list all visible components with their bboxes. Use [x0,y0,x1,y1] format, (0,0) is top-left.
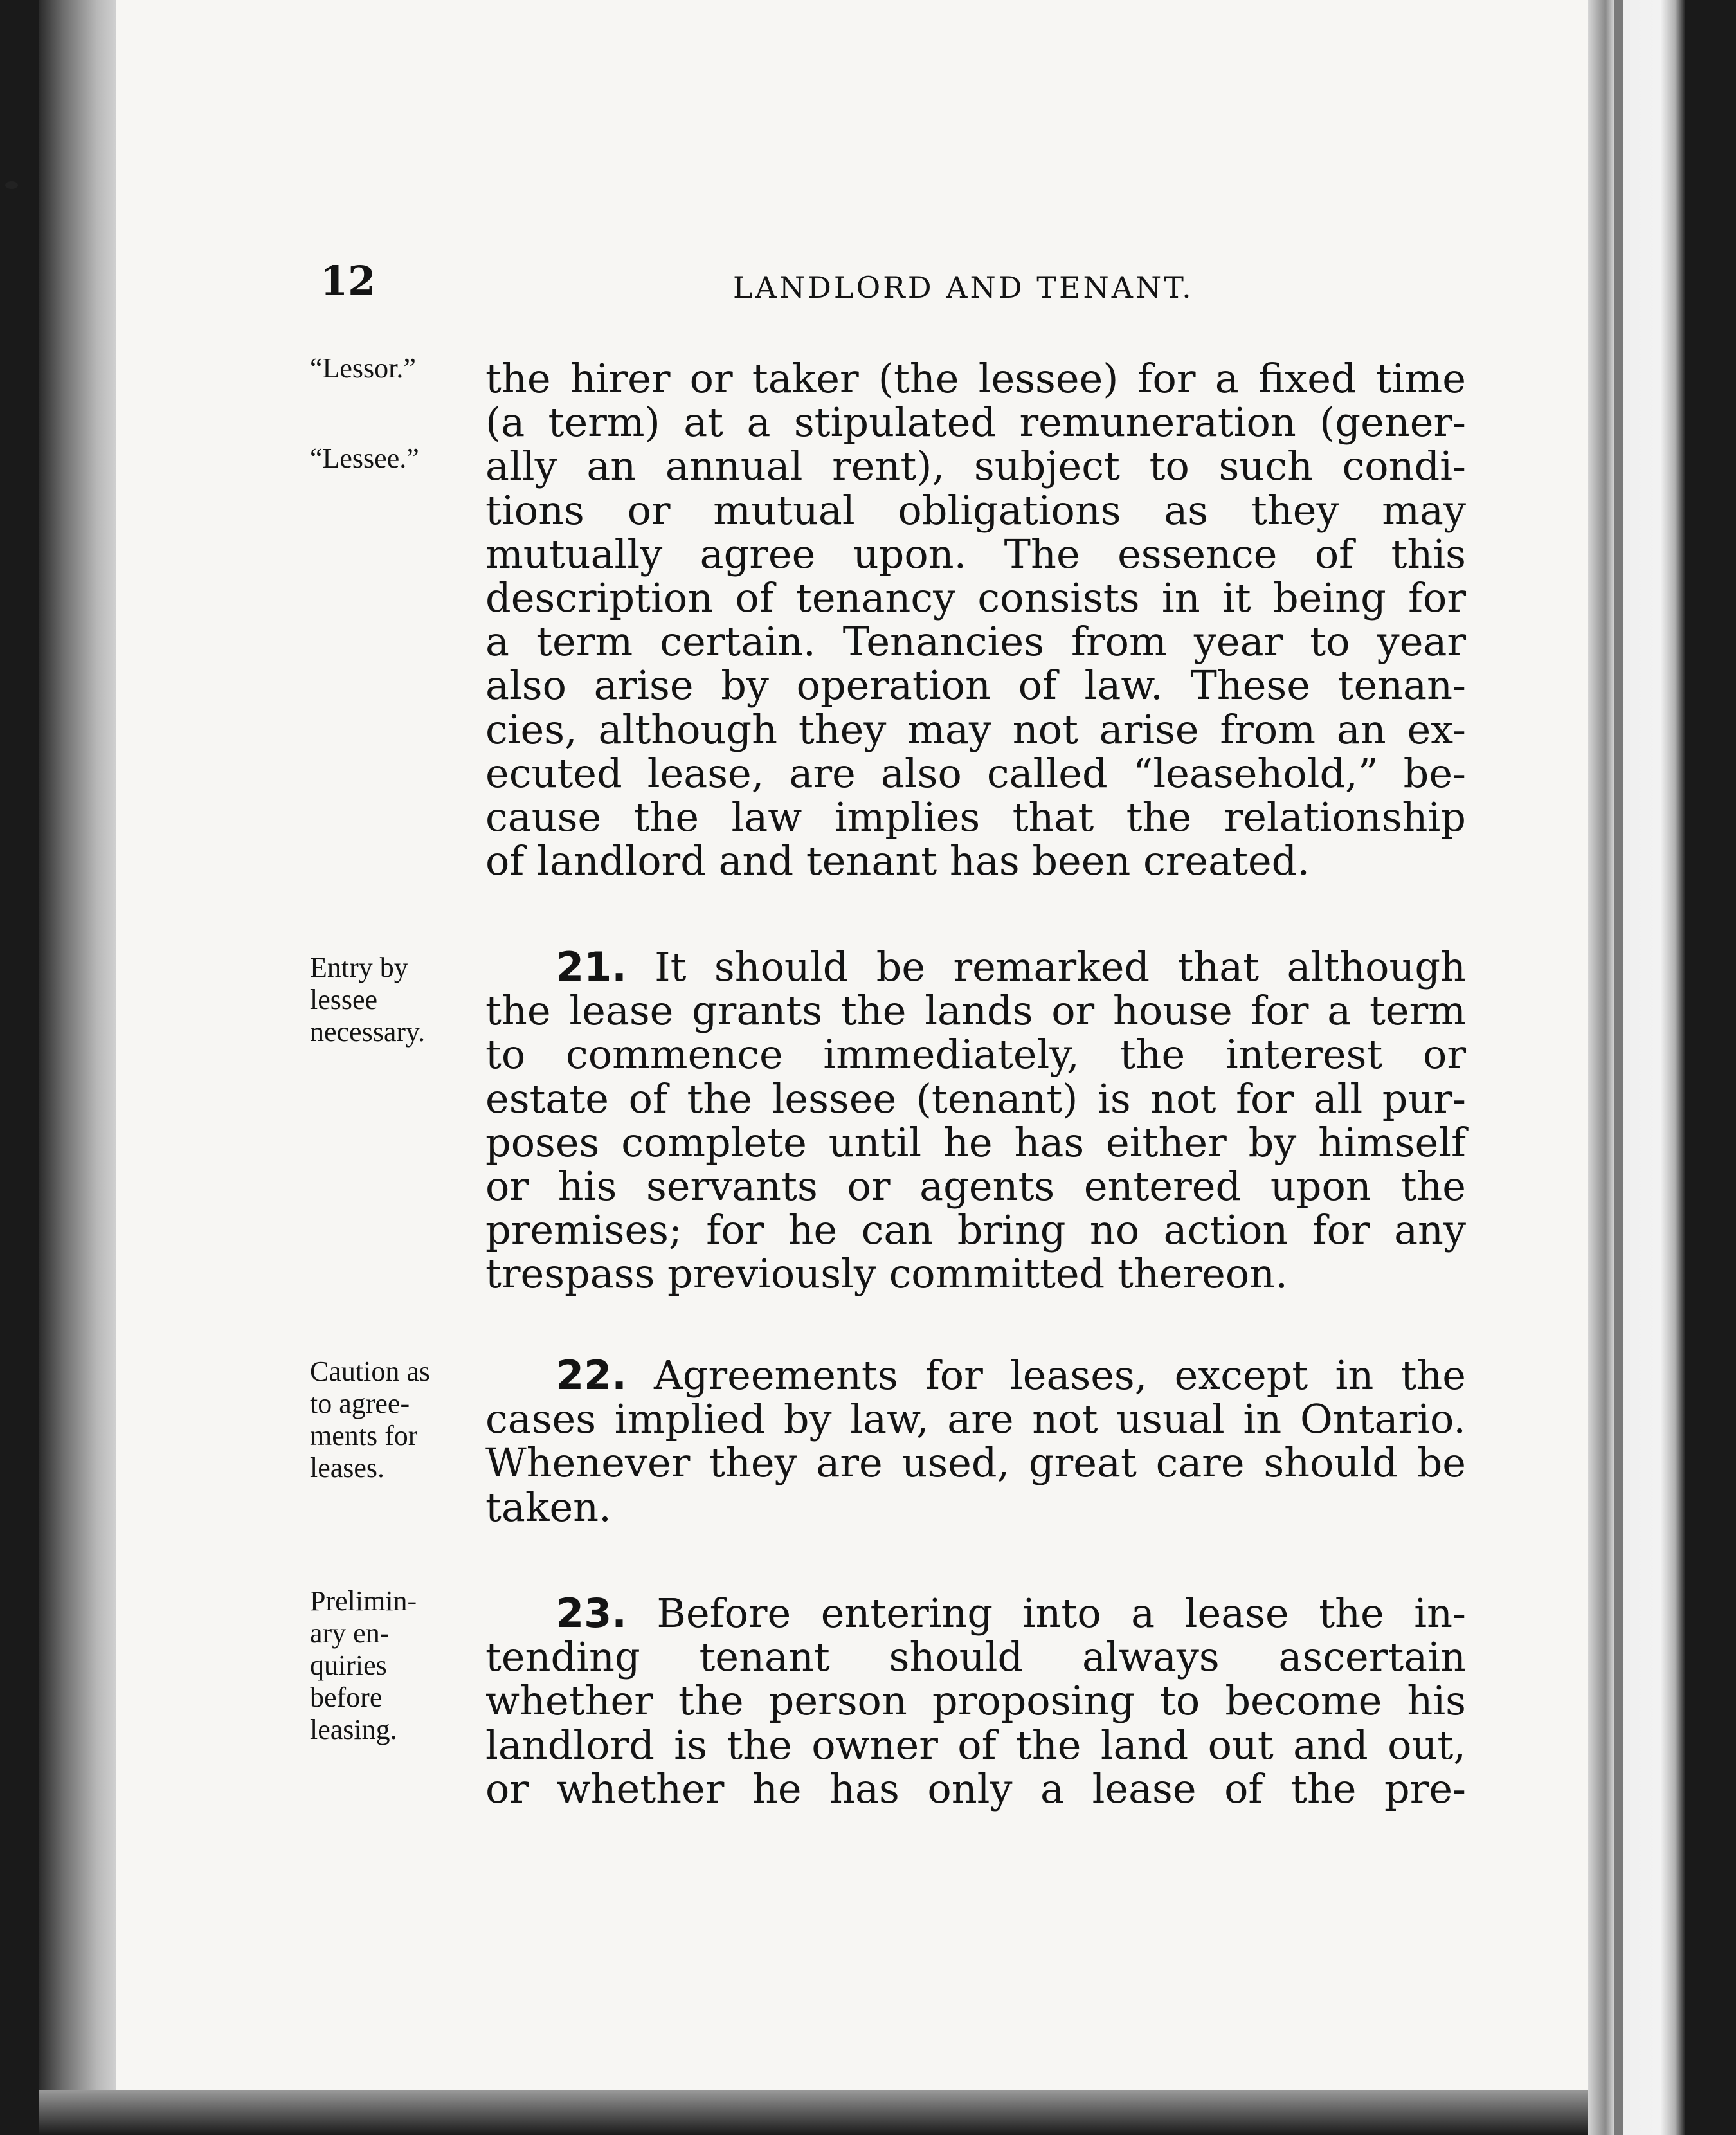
text-run: It should be remarked that although [655,943,1466,990]
running-title: LANDLORD AND TENANT. [733,270,1194,305]
text-line-first [485,945,1466,989]
text-line: the hirer or taker (the lessee) for a fixed time [485,355,1466,402]
text-line: a term certain. Tenancies from year to year [485,618,1466,666]
text-line: tending tenant should always ascertain [485,1633,1466,1681]
margin-note-line: ments for [310,1420,418,1451]
page-number: 12 [320,257,376,304]
page-seam [1614,0,1623,2135]
margin-note-line: Entry by [310,952,408,983]
margin-note-line: to agree- [310,1388,410,1419]
paragraph-continued [485,357,1466,883]
text-line: estate of the lessee (tenant) is not for all pur- [485,1075,1466,1122]
margin-note-line: before [310,1682,383,1713]
text-line-first [485,1354,1466,1397]
scan-speck [5,181,18,189]
text-line: the lease grants the lands or house for a term [485,987,1466,1035]
text-line: premises; for he can bring no action for any [485,1206,1466,1254]
text-line: poses complete until he has either by himself [485,1118,1466,1166]
margin-note-entry [310,952,484,1048]
paragraph-21 [485,945,1466,1296]
margin-note-line: Prelimin- [310,1585,417,1617]
book-binding-left [39,0,122,2135]
paragraph-number: 23. [556,1590,627,1637]
text-line: ecuted lease, are also called “leasehold,” be- [485,749,1466,797]
margin-note-line: quiries [310,1649,387,1681]
text-run: Agreements for leases, except in the [654,1352,1466,1399]
margin-note-prelim [310,1585,484,1746]
text-line: ally an annual rent), subject to such condi- [485,442,1466,490]
margin-note-line: Caution as [310,1356,430,1387]
margin-note-line: leasing. [310,1714,397,1745]
text-line: cies, although they may not arise from an ex- [485,705,1466,753]
text-line: to commence immediately, the interest or [485,1031,1466,1078]
text-line: landlord is the owner of the land out and out, [485,1721,1466,1768]
margin-note-line: leases. [310,1452,385,1484]
text-line: cause the law implies that the relationship [485,794,1466,841]
text-line: mutually agree upon. The essence of this [485,530,1466,577]
page-bottom-edge [39,2090,1633,2135]
text-run: Before entering into a lease the in- [656,1590,1466,1637]
text-line: tions or mutual obligations as they may [485,486,1466,534]
text-line: (a term) at a stipulated remuneration (gener- [485,399,1466,446]
margin-note-line: lessee [310,984,378,1015]
text-line: whether the person proposing to become his [485,1677,1466,1725]
text-line: or his servants or agents entered upon the [485,1163,1466,1210]
paragraph-23 [485,1592,1466,1811]
page-header [309,257,1460,315]
paragraph-number: 21. [556,943,627,990]
margin-note-lessor: “Lessor.” [310,352,416,384]
margin-note-line: necessary. [310,1016,426,1048]
text-line: taken. [485,1483,611,1531]
margin-note-line: ary en- [310,1617,390,1649]
text-line: Whenever they are used, great care should be [485,1439,1466,1487]
paragraph-22 [485,1354,1466,1529]
text-line: of landlord and tenant has been created. [485,837,1310,885]
text-line: or whether he has only a lease of the pre- [485,1765,1466,1812]
facing-page-edge [1588,0,1685,2135]
text-line: trespass previously committed thereon. [485,1250,1288,1298]
text-line-first [485,1592,1466,1635]
paragraph-number: 22. [556,1352,627,1399]
text-line: also arise by operation of law. These tenan- [485,662,1466,709]
text-line: cases implied by law, are not usual in Ontario. [485,1395,1466,1443]
margin-note-lessee: “Lessee.” [310,442,419,474]
text-line: description of tenancy consists in it being for [485,574,1466,622]
margin-note-caution [310,1356,484,1484]
